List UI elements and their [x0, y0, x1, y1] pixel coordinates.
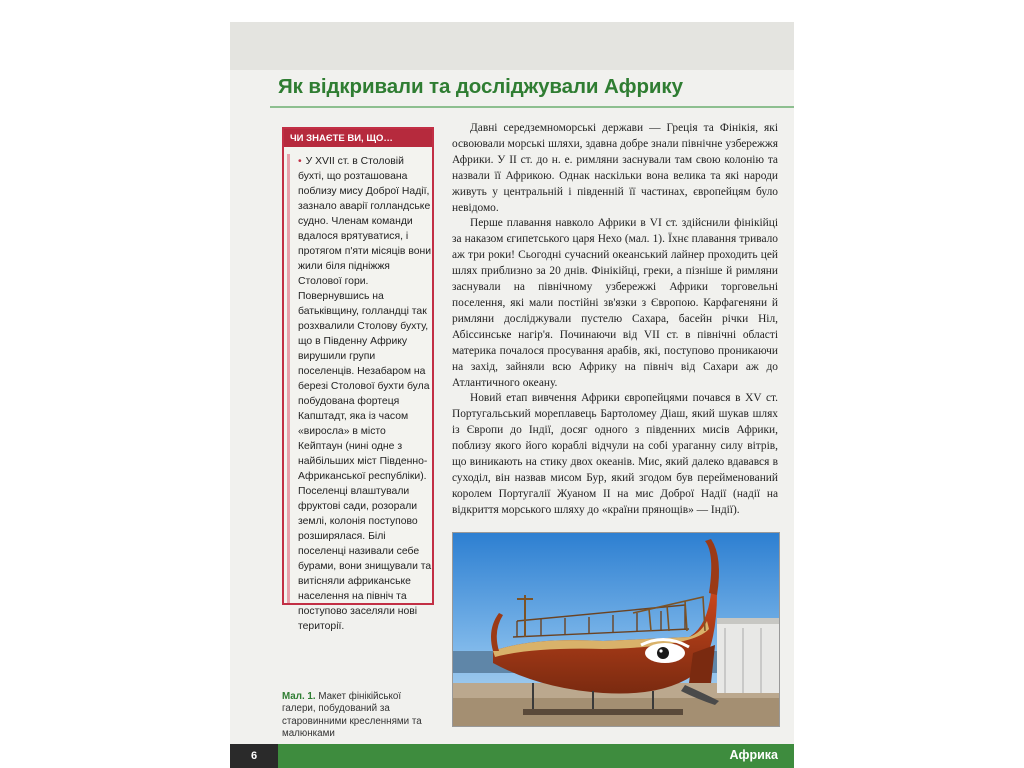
textbook-page: [230, 22, 794, 768]
did-you-know-box: [282, 127, 434, 632]
galley-photo: [452, 532, 780, 727]
paragraph: Перше плавання навколо Африки в VI ст. здійснили фінікійці за наказом єгипетського царя Нехо (мал. 1). Їхнє плавання тривало аж три роки! Сьогодні сучасний океанський лайнер проходить цей шлях приблизно за 20 днів. Фінікійці, греки, а пізніше й римляни заснували на північному узбережжі Африки торговельні поселення, які мали постійні зв'язки з Європою. Карфагеняни й римляни досліджували пустелю Сахара, басейн річки Ніл, Абіссинське нагір'я. Починаючи від VII ст. в північні області материка почалося просування арабів, які, поступово проникаючи на захід, зайняли всю Африку на північ від Сахари аж до Атлантичного океану.: [452, 217, 778, 389]
did-you-know-heading: ЧИ ЗНАЄТЕ ВИ, ЩО…: [284, 129, 432, 147]
page-number: 6: [230, 744, 278, 768]
title-underline: [270, 106, 794, 108]
figure-caption: [282, 691, 437, 741]
did-you-know-paragraph: У XVII ст. в Столовій бухті, що розташована поблизу мису Доброї Надії, зазнало аварії голландське судно. Членам команди вдалося врятуватися, і протягом п'яти місяців вони жили біля підніжжя Столової гори. Повернувшись на батьківщину, голландці так розхвалили Столову бухту, що в Південну Африку вирушили групи поселенців. Незабаром на березі Столової бухти була побудована фортеця Капштадт, яка із часом «виросла» в місто Кейптаун (нині одне з найбільших міст Південно-Африканської республіки). Поселенці влаштували фруктові сади, розорали землі, колонія поступово розширялася. Білі поселенці називали себе бурами, вони знищували та витісняли африканське населення на північ та поступово заселяли нові території.: [298, 156, 432, 632]
did-you-know-body: [287, 154, 432, 632]
page-title: Як відкривали та досліджували Африку: [278, 75, 683, 98]
main-text: [452, 121, 778, 519]
bullet-icon: •: [298, 156, 302, 167]
phoenician-galley-image: [453, 533, 779, 726]
paragraph: Новий етап вивчення Африки європейцями почався в XV ст. Португальський мореплавець Бартоломеу Діаш, який шукав шлях із Європи до Індії, досяг одного з південних мисів Африки, поблизу якого його кораблі відчули на собі ураганну силу вітрів, що виникають на стику двох океанів. Мис, який далеко вдавався в суходіл, він назвав мисом Бур, який згодом був перейменований королем Португалії Жуаном II на мис Доброї Надії (надії на відкриття морського шляху до «країни прянощів» — Індії).: [452, 392, 778, 516]
figure-label: Мал. 1.: [282, 691, 316, 702]
figure-caption-text: Макет фінікійської галери, побудований за старовинними кресленнями та малюнками: [282, 691, 422, 740]
page-footer: [230, 744, 794, 768]
paragraph: Давні середземноморські держави — Греція та Фінікія, які освоювали морські шляхи, здавна добре знали північне узбережжя Африки. У II ст. до н. е. римляни заснували там свою колонію та назвали її Африкою. Однак наскільки вона велика та які народи живуть у центральній і південній її частинах, європейцям було невідомо.: [452, 122, 778, 214]
section-title: Африка: [729, 748, 778, 762]
page-top-band: [230, 22, 794, 70]
did-you-know-text: [298, 154, 432, 634]
